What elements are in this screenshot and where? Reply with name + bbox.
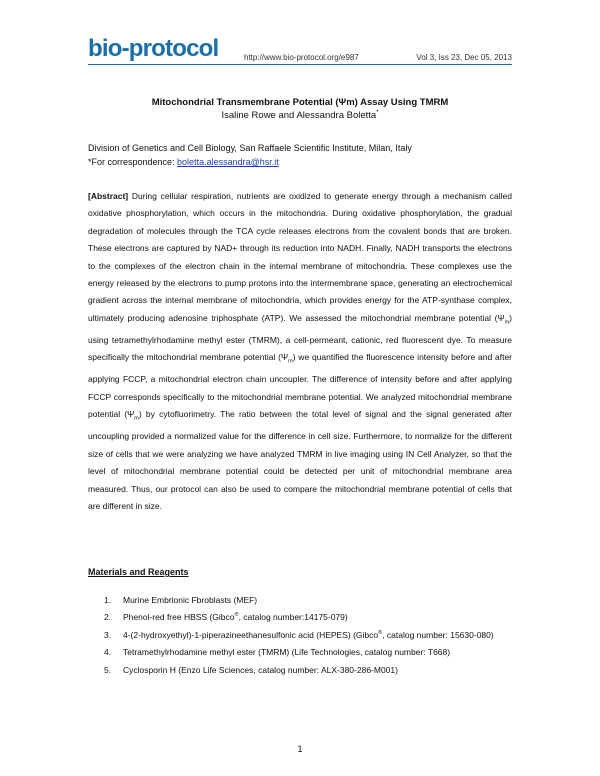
article-title: Mitochondrial Transmembrane Potential (Ψm) Assay Using TMRM bbox=[151, 97, 449, 108]
materials-list bbox=[88, 592, 512, 679]
list-item bbox=[88, 609, 512, 626]
list-item-text: Tetramethylrhodamine methyl ester (TMRM) (Life Technologies, catalog number: T668) bbox=[123, 647, 451, 658]
logo-text: bio-protocol bbox=[88, 35, 219, 62]
abstract-text: ) using tetramethylrhodamine methyl ester (TMRM), a cell-permeant, cationic, red fluorescent dye. To measure specifically the mitochondrial membrane potential (Ψ bbox=[88, 312, 512, 363]
header-url[interactable]: http://www.bio-protocol.org/e987 bbox=[244, 53, 359, 62]
list-item-text: Cyclosporin H (Enzo Life Sciences, catalog number: ALX-380-286-M001) bbox=[123, 664, 398, 675]
list-item-number: 4. bbox=[104, 647, 112, 658]
list-item-number: 1. bbox=[104, 595, 112, 605]
header-divider bbox=[88, 64, 512, 65]
abstract-subscript: m bbox=[288, 359, 293, 366]
materials-heading: Materials and Reagents bbox=[88, 567, 189, 577]
registered-mark: ® bbox=[378, 629, 383, 636]
authors bbox=[0, 110, 600, 121]
list-item bbox=[88, 644, 512, 661]
list-item bbox=[88, 627, 512, 644]
list-item-text: , catalog number: 15630-080) bbox=[382, 629, 494, 640]
abstract-text: During cellular respiration, nutrients are oxidized to generate energy through a mechanism called oxidative phosphorylation, which occurs in the mitochondria. During oxidative phosphorylation, the gradual degradation of molecules through the TCA cycle releases electrons from the covalent bonds that are broken. These electrons are captured by NAD+ through its reduction into NADH. Finally, NADH transports the electrons to the complexes of the electron chain in the internal membrane of mitochondria. These complexes use the energy released by the electrons to pump protons into the intermembrane space, generating an electrochemical gradient across the internal membrane of mitochondria, which provides energy for the ATP-synthase complex, ultimately producing adenosine triphosphate (ATP). We assessed the mitochondrial membrane potential (Ψ bbox=[88, 191, 512, 323]
abstract-label: [Abstract] bbox=[88, 191, 129, 201]
header-volume: Vol 3, Iss 23, Dec 05, 2013 bbox=[416, 53, 512, 62]
correspondence bbox=[88, 157, 279, 167]
abstract-subscript: m bbox=[134, 415, 139, 422]
list-item-text: Murine Embrionic Fbroblasts (MEF) bbox=[123, 595, 258, 605]
affiliation: Division of Genetics and Cell Biology, San Raffaele Scientific Institute, Milan, Italy bbox=[88, 143, 412, 153]
bio-protocol-logo bbox=[88, 36, 218, 62]
list-item-text: 4-(2-hydroxyethyl)-1-piperazineethanesulfonic acid (HEPES) (Gibco bbox=[123, 629, 379, 640]
page-number: 1 bbox=[297, 744, 303, 754]
list-item-number: 5. bbox=[104, 664, 112, 675]
correspondence-email-link[interactable]: boletta.alessandra@hsr.it bbox=[177, 157, 279, 167]
abstract-subscript: m bbox=[504, 319, 510, 326]
abstract-text: ) we quantified the fluorescence intensity before and after applying FCCP, a mitochondrial electron chain uncoupler. The difference of intensity before and after applying FCCP corresponds specifically to the mitochondrial membrane potential. We analyzed mitochondrial membrane potential (Ψ bbox=[88, 352, 512, 420]
list-item-number: 3. bbox=[104, 629, 112, 640]
list-item-text: , catalog number:14175-079) bbox=[238, 612, 348, 623]
list-item-number: 2. bbox=[104, 612, 112, 623]
abstract bbox=[88, 188, 512, 515]
correspondence-label: *For correspondence: bbox=[88, 157, 178, 167]
list-item-text: Phenol-red free HBSS (Gibco bbox=[123, 612, 235, 623]
abstract-text: ) by cytofluorimetry. The ratio between the total level of signal and the signal generated after uncoupling provided a normalized value for the difference in cell size. Furthermore, to normalize for the different size of cells that we were analyzing we have analyzed TMRM in live imaging using IN Cell Analyzer, so that the level of mitochondrial membrane potential could be detected per unit of mitochondrial membrane area measured. Thus, our protocol can also be used to compare the mitochondrial membrane potential of cells that are different in size. bbox=[88, 409, 512, 511]
registered-mark: ® bbox=[234, 612, 239, 619]
corresponding-mark: * bbox=[376, 110, 379, 116]
list-item bbox=[88, 662, 512, 679]
list-item bbox=[88, 592, 512, 609]
author-names: Isaline Rowe and Alessandra Boletta bbox=[221, 110, 377, 122]
